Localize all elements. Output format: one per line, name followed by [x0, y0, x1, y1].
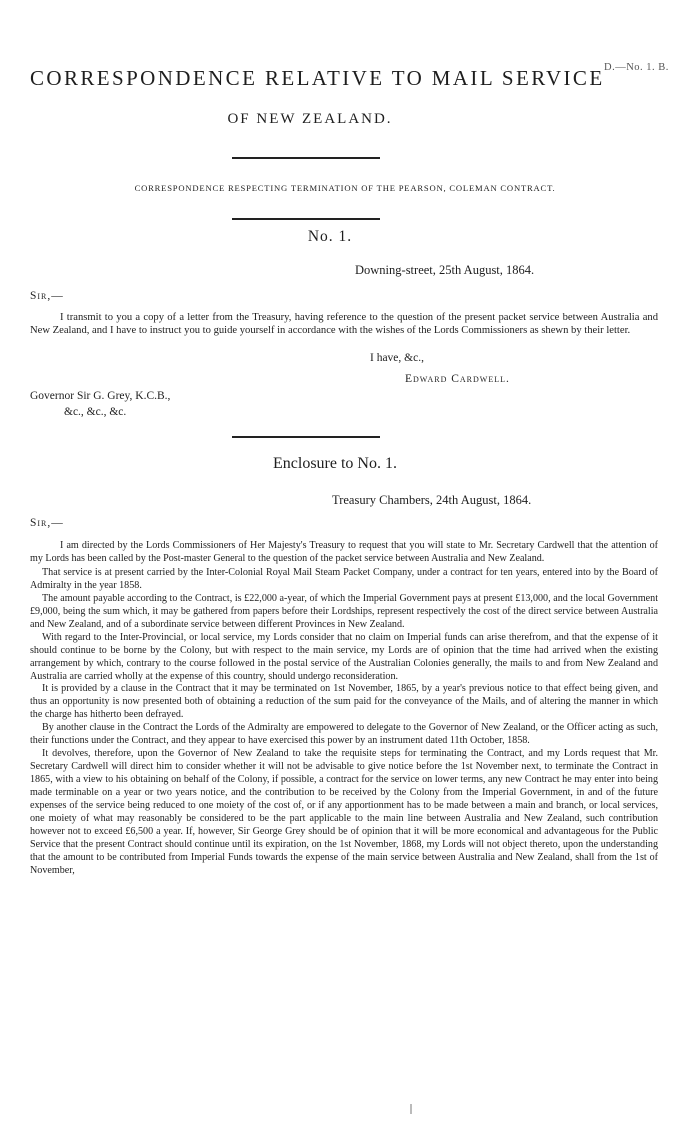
enclosure-paragraph: With regard to the Inter-Provincial, or local service, my Lords consider that no claim on Imperial funds can arise therefrom, and that the expense of it should continue to be borne by the Colony, but with respect to the main service, my Lords are of opinion that the time had arrived when the existing arrangement by which, contrary to the course followed in the postal service of the Australian Colonies generally, the mails to and from New Zealand and Australia are carried wholly at the expense of this country, should undergo reconsideration.	[30, 631, 658, 682]
divider-rule	[232, 436, 380, 438]
letter-dateline: Downing-street, 25th August, 1864.	[355, 263, 535, 277]
divider-rule	[232, 157, 380, 159]
letter-addressee: Governor Sir G. Grey, K.C.B.,	[30, 390, 171, 402]
section-subheading: CORRESPONDENCE RESPECTING TERMINATION OF THE PEARSON, COLEMAN CONTRACT.	[134, 183, 556, 193]
letter-closing: I have, &c.,	[370, 352, 424, 364]
page-mark	[410, 1104, 412, 1114]
document-title: CORRESPONDENCE RELATIVE TO MAIL SERVICE	[30, 66, 605, 90]
enclosure-paragraph: It is provided by a clause in the Contract that it may be terminated on 1st November, 1865, by a year's previous notice to that effect being given, and thus an opportunity is now presented both of obtaining a reduction of the sum paid for the conveyance of the Mails, and of altering the manner in which the charge has hitherto been defrayed.	[30, 683, 658, 721]
enclosure-salutation: Sir,—	[30, 517, 64, 529]
enclosure-paragraph: The amount payable according to the Contract, is £22,000 a-year, of which the Imperial Government pays at present £13,000, and the local Government £9,000, being the sum which, it may be gathered from papers before their Lordships, represent respectively the cost of the direct service between Australia and New Zealand, and of a subordinate service between different Provinces in New Zealand.	[30, 592, 658, 630]
document-reference: D.—No. 1. B.	[604, 62, 669, 73]
letter-addressee-etc: &c., &c., &c.	[64, 406, 127, 418]
document-title-line2: OF NEW ZEALAND.	[227, 111, 393, 127]
enclosure-paragraph: I am directed by the Lords Commissioners of Her Majesty's Treasury to request that you will state to Mr. Secretary Cardwell that the attention of my Lords has been called by the Post-master General to the question of the packet service between Australia and New Zealand.	[30, 540, 658, 564]
letter-body: I transmit to you a copy of a letter from the Treasury, having reference to the question of the present packet service between Australia and New Zealand, and I have to instruct you to guide yourself in accordance with the wishes of the Lords Commissioners as shewn by their letter.	[30, 312, 658, 337]
letter-salutation: Sir,—	[30, 290, 64, 302]
enclosure-dateline: Treasury Chambers, 24th August, 1864.	[332, 493, 532, 507]
enclosure-heading: Enclosure to No. 1.	[273, 455, 397, 472]
enclosure-paragraph: By another clause in the Contract the Lords of the Admiralty are empowered to delegate to the Governor of New Zealand, or the Officer acting as such, their functions under the Contract, and they appear to have exercised this power by an instrument dated 11th October, 1858.	[30, 722, 658, 747]
divider-rule	[232, 218, 380, 220]
enclosure-paragraph: That service is at present carried by the Inter-Colonial Royal Mail Steam Packet Company, under a contract for ten years, entered into by the Board of Admiralty in the year 1858.	[30, 566, 658, 591]
enclosure-body	[30, 540, 658, 878]
letter-number-heading: No. 1.	[307, 228, 353, 245]
letter-signature: Edward Cardwell.	[405, 373, 510, 385]
enclosure-paragraph: It devolves, therefore, upon the Governor of New Zealand to take the requisite steps for terminating the Contract, and my Lords request that Mr. Secretary Cardwell will direct him to consider whether it will not be advisable to give notice before the 1st November next, to terminate the Contract in 1865, with a view to his obtaining on behalf of the Colony, if possible, a contract for the service on lower terms, any new Contract he may enter into being made terminable on a year or two years notice, and the contribution to be received by the Colony from the Imperial Government, in and of the future expenses of the service being reduced to one moiety of the cost of, or if any apportionment has to be made between a main and branch, or local services, one moiety of what may reasonably be considered to be the part applicable to the main line between Australia and New Zealand, such contribution however not to exceed £6,500 a year. If, however, Sir George Grey should be of opinion that it will be more economical and advantageous for the Public Service that the present Contract should continue until its expiration, on the 1st November, 1868, my Lords will not object thereto, upon the understanding that the amount to be contributed from Imperial Funds towards the expense of the main service between Australia and New Zealand, shall from the 1st of November,	[30, 748, 658, 876]
